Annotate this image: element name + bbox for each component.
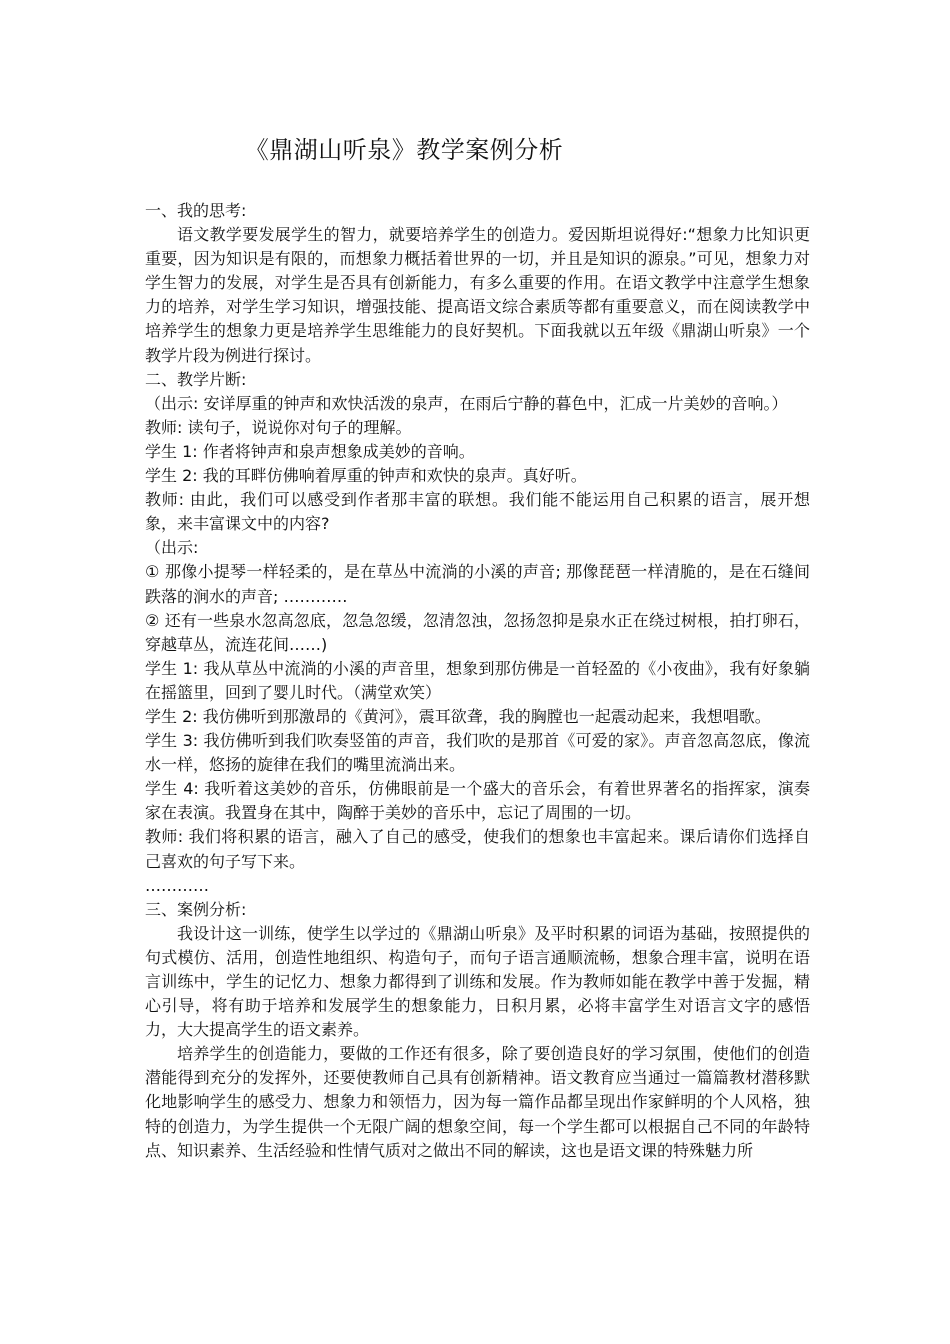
paragraph: 语文教学要发展学生的智力，就要培养学生的创造力。爱因斯坦说得好:“想象力比知识更重要，因为知识是有限的，而想象力概括着世界的一切，并且是知识的源泉。”可见，想象力对学生智力的发展，对学生是否具有创新能力，有多么重要的作用。在语文教学中注意学生想象力的培养，对学生学习知识，增强技能、提高语文综合素质等都有重要意义，而在阅读教学中培养学生的想象力更是培养学生思维能力的良好契机。下面我就以五年级《鼎湖山听泉》一个教学片段为例进行探讨。	[145, 225, 810, 365]
paragraph: 学生 2: 我仿佛听到那激昂的《黄河》，震耳欲聋，我的胸膛也一起震动起来，我想唱歌。	[145, 706, 771, 726]
paragraph: 教师: 读句子，说说你对句子的理解。	[145, 417, 412, 437]
paragraph: ② 还有一些泉水忽高忽底，忽急忽缓，忽清忽浊，忽扬忽抑是泉水正在绕过树根，拍打卵石，穿越草丛，流连花间……)	[145, 610, 810, 654]
paragraph: 一、我的思考:	[145, 201, 247, 220]
paragraph: 教师: 由此，我们可以感受到作者那丰富的联想。我们能不能运用自己积累的语言，展开想象，来丰富课文中的内容?	[145, 490, 810, 534]
paragraph: 学生 3: 我仿佛听到我们吹奏竖笛的声音，我们吹的是那首《可爱的家》。声音忽高忽底，像流水一样，悠扬的旋律在我们的嘴里流淌出来。	[145, 731, 810, 775]
paragraph: 二、教学片断:	[145, 369, 247, 389]
paragraph: 学生 1: 作者将钟声和泉声想象成美妙的音响。	[145, 441, 475, 461]
paragraph: 教师: 我们将积累的语言，融入了自己的感受，使我们的想象也丰富起来。课后请你们选择自己喜欢的句子写下来。	[145, 827, 810, 871]
document-title: 《鼎湖山听泉》教学案例分析	[244, 136, 564, 164]
paragraph: 培养学生的创造能力，要做的工作还有很多，除了要创造良好的学习氛围，使他们的创造潜能得到充分的发挥外，还要使教师自己具有创新精神。语文教育应当通过一篇篇教材潜移默化地影响学生的感受力、想象力和领悟力，因为每一篇作品都呈现出作家鲜明的个人风格，独特的创造力，为学生提供一个无限广阔的想象空间，每一个学生都可以根据自己不同的年龄特点、知识素养、生活经验和性情气质对之做出不同的解读，这也是语文课的特殊魅力所	[145, 1044, 810, 1160]
paragraph: 我设计这一训练，使学生以学过的《鼎湖山听泉》及平时积累的词语为基础，按照提供的句式模仿、活用，创造性地组织、构造句子，而句子语言通顺流畅，想象合理丰富，说明在语言训练中，学生的记忆力、想象力都得到了训练和发展。作为教师如能在教学中善于发掘，精心引导，将有助于培养和发展学生的想象能力，日积月累，必将丰富学生对语言文字的感悟力，大大提高学生的语文素养。	[145, 923, 810, 1040]
paragraph: （出示:	[145, 538, 199, 558]
paragraph: （出示: 安详厚重的钟声和欢快活泼的泉声，在雨后宁静的暮色中，汇成一片美妙的音响。）	[145, 393, 788, 413]
paragraph: 学生 4: 我听着这美妙的音乐，仿佛眼前是一个盛大的音乐会，有着世界著名的指挥家，演奏家在表演。我置身在其中，陶醉于美妙的音乐中，忘记了周围的一切。	[145, 779, 810, 823]
paragraph: …………	[145, 875, 209, 895]
paragraph: 学生 2: 我的耳畔仿佛响着厚重的钟声和欢快的泉声。真好听。	[145, 466, 587, 486]
paragraph: ① 那像小提琴一样轻柔的，是在草丛中流淌的小溪的声音; 那像琵琶一样清脆的，是在石缝间跌落的涧水的声音; …………	[145, 562, 810, 606]
paragraph: 三、案例分析:	[145, 899, 247, 919]
document-body	[145, 199, 810, 1163]
paragraph: 学生 1: 我从草丛中流淌的小溪的声音里，想象到那仿佛是一首轻盈的《小夜曲》，我有好象躺在摇篮里，回到了婴儿时代。（满堂欢笑）	[145, 658, 810, 702]
